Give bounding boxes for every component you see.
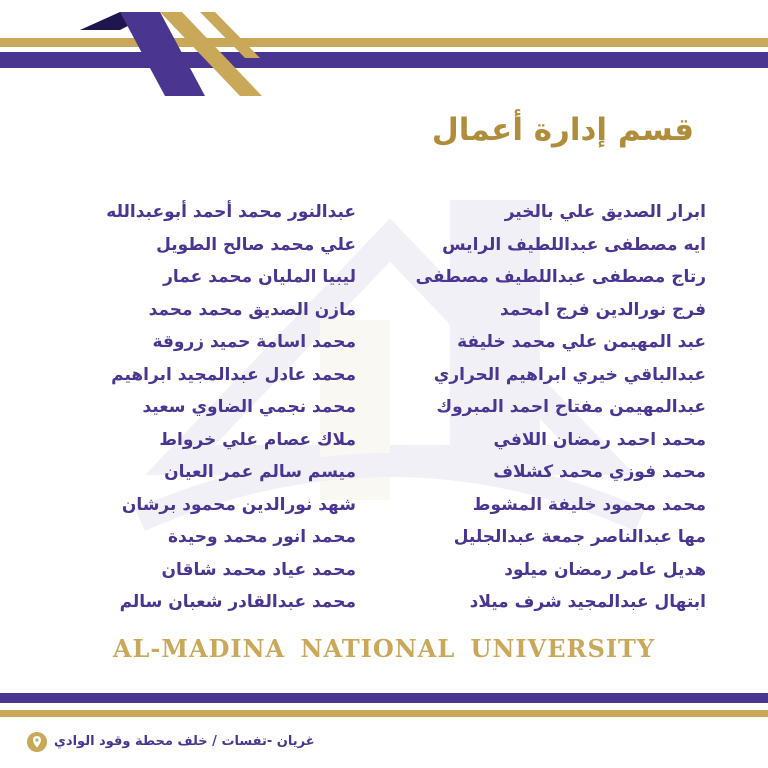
page-title: قسم إدارة أعمال: [431, 112, 694, 148]
student-name: عبدالمهيمن مفتاح احمد المبروك: [436, 397, 706, 417]
student-name: محمد محمود خليفة المشوط: [472, 494, 706, 515]
student-name: محمد عبدالقادر شعبان سالم: [119, 592, 356, 612]
location-pin-icon: [27, 732, 47, 752]
student-name: مازن الصديق محمد محمد: [148, 299, 356, 320]
student-name: عبدالباقي خيري ابراهيم الحراري: [433, 364, 706, 385]
student-name: ليبيا المليان محمد عمار: [163, 267, 356, 287]
address-text: غريان -تفسات / خلف محطة وقود الوادي: [54, 734, 315, 749]
bottom-gold-band: [0, 710, 768, 717]
student-name: مها عبدالناصر جمعة عبدالجليل: [453, 527, 706, 547]
student-name: فرج نورالدين فرج امحمد: [499, 299, 706, 320]
student-name: ابرار الصديق علي بالخير: [504, 202, 706, 222]
student-name: محمد احمد رمضان اللافي: [493, 429, 706, 450]
student-name: ملاك عصام علي خرواط: [159, 429, 356, 450]
student-name: محمد فوزي محمد كشلاف: [493, 462, 706, 482]
names-column-right: [406, 196, 706, 619]
student-name: ايه مصطفى عبداللطيف الرايس: [442, 234, 706, 255]
student-name: محمد اسامة حميد زروقة: [152, 332, 356, 352]
bottom-purple-band: [0, 693, 768, 703]
student-name: رتاج مصطفى عبداللطيف مصطفى: [415, 267, 706, 287]
names-column-left: [56, 196, 356, 619]
student-name: ابتهال عبدالمجيد شرف ميلاد: [469, 592, 706, 612]
student-name: عبدالنور محمد أحمد أبوعبدالله: [106, 202, 356, 222]
student-name: ميسم سالم عمر العيان: [164, 462, 356, 482]
student-name: محمد عياد محمد شاقان: [161, 559, 356, 580]
student-name: محمد نجمي الضاوي سعيد: [142, 397, 356, 417]
student-name: هديل عامر رمضان ميلود: [504, 559, 706, 580]
university-name: AL-MADINA NATIONAL UNIVERSITY: [112, 634, 656, 663]
student-name: شهد نورالدين محمود برشان: [121, 494, 356, 515]
student-name: عبد المهيمن علي محمد خليفة: [457, 332, 706, 352]
header-chevron-graphic: [0, 0, 300, 110]
student-name: محمد انور محمد وحيدة: [167, 527, 356, 547]
student-name: محمد عادل عبدالمجيد ابراهيم: [111, 364, 356, 385]
student-name: علي محمد صالح الطويل: [156, 234, 356, 255]
